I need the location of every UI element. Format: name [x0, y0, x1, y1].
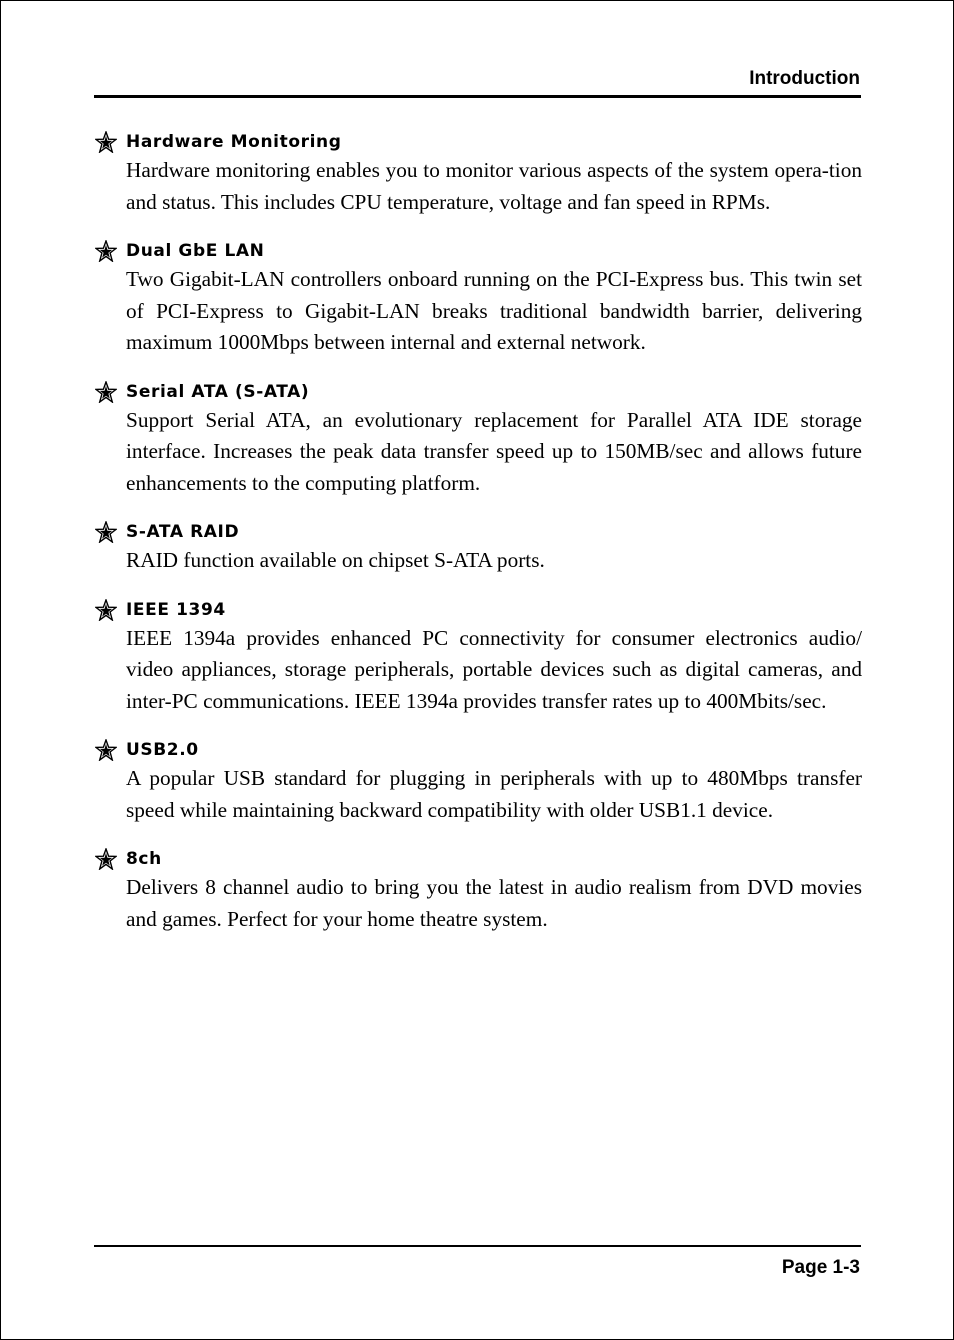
feature-item-hardware-monitoring	[94, 129, 862, 218]
star-icon	[95, 131, 117, 153]
feature-description: Hardware monitoring enables you to monitor various aspects of the system opera-tion and status. This includes CPU temperature, voltage and fan speed in RPMs.	[126, 158, 862, 214]
feature-description: Two Gigabit-LAN controllers onboard running on the PCI-Express bus. This twin set of PCI-Express to Gigabit-LAN breaks traditional bandwidth barrier, delivering maximum 1000Mbps between internal and external network.	[126, 267, 862, 354]
footer-divider	[94, 1245, 861, 1247]
star-icon	[95, 848, 117, 870]
feature-title: Serial ATA (S-ATA)	[126, 381, 310, 402]
feature-description: Support Serial ATA, an evolutionary replacement for Parallel ATA IDE storage interface. Increases the peak data transfer speed up to 150MB/sec and allows future enhancements to the computing platform.	[126, 407, 862, 495]
star-icon	[95, 739, 117, 761]
section-header-title: Introduction	[749, 68, 860, 89]
feature-item-sata-raid	[94, 519, 862, 577]
feature-title: S-ATA RAID	[126, 522, 240, 542]
feature-description: RAID function available on chipset S-ATA ports.	[126, 548, 545, 572]
star-icon	[95, 599, 117, 621]
feature-description: IEEE 1394a provides enhanced PC connectivity for consumer electronics audio/ video appliances, storage peripherals, portable devices such as digital cameras, and inter-PC communications. IEEE 1394a provides transfer rates up to 400Mbits/sec.	[126, 625, 862, 713]
feature-title: Dual GbE LAN	[126, 241, 265, 261]
feature-title: USB2.0	[126, 740, 199, 760]
feature-title: Hardware Monitoring	[126, 132, 342, 152]
feature-description: A popular USB standard for plugging in peripherals with up to 480Mbps transfer speed while maintaining backward compatibility with older USB1.1 device.	[126, 766, 862, 822]
feature-list	[94, 129, 862, 955]
feature-item-dual-gbe-lan	[94, 238, 862, 359]
feature-description: Delivers 8 channel audio to bring you the latest in audio realism from DVD movies and games. Perfect for your home theatre system.	[126, 875, 862, 931]
feature-item-serial-ata	[94, 379, 862, 500]
star-icon	[95, 240, 117, 262]
page-number: Page 1-3	[781, 1257, 860, 1278]
feature-item-8ch-audio	[94, 846, 862, 935]
header-divider	[94, 95, 861, 98]
feature-item-ieee-1394	[94, 597, 862, 718]
feature-title: IEEE 1394	[126, 599, 226, 620]
star-icon	[95, 521, 117, 543]
star-icon	[95, 381, 117, 403]
feature-item-usb2	[94, 737, 862, 826]
feature-title: 8ch	[126, 849, 162, 869]
